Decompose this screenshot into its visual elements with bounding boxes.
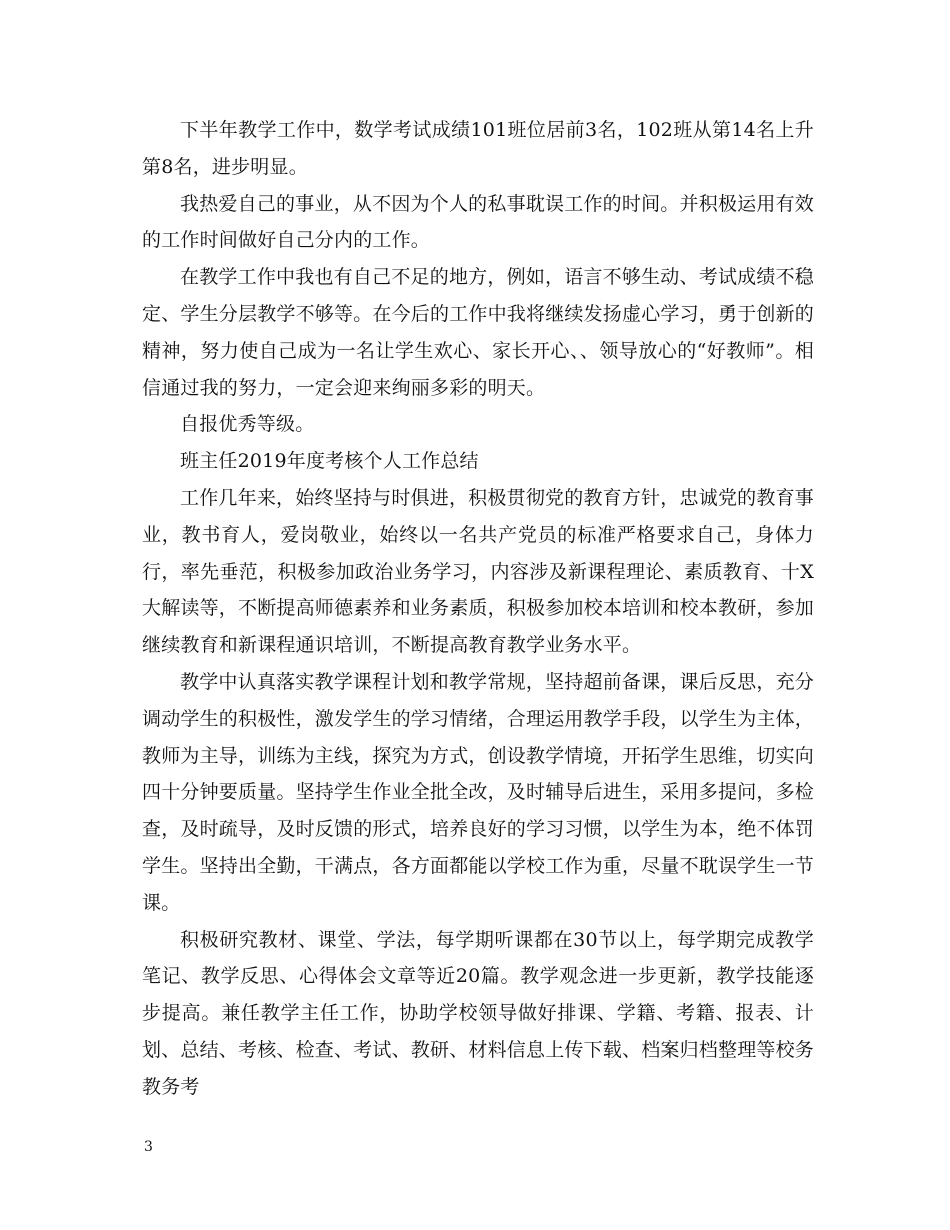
paragraph-shortcomings: 在教学工作中我也有自己不足的地方，例如，语言不够生动、考试成绩不稳定、学生分层教学不够等。在今后的工作中我将继续发扬虚心学习，勇于创新的精神，努力使自己成为一名让学生欢心、家长开心、、领导放心的“好教师”。相信通过我的努力，一定会迎来绚丽多彩的明天。	[142, 266, 815, 399]
paragraph-teaching-routine: 教学中认真落实教学课程计划和教学常规，坚持超前备课，课后反思，充分调动学生的积极性，激发学生的学习情绪，合理运用教学手段，以学生为主体，教师为主导，训练为主线，探究为方式，创设教学情境，开拓学生思维，切实向四十分钟要质量。坚持学生作业全批全改，及时辅导后进生，采用多提问，多检查，及时疏导，及时反馈的形式，培养良好的学习习惯，以学生为本，绝不体罚学生。坚持出全勤，干满点，各方面都能以学校工作为重，尽量不耽误学生一节课。	[142, 670, 815, 914]
page-number: 3	[144, 1139, 153, 1155]
paragraph-work-years: 工作几年来，始终坚持与时俱进，积极贯彻党的教育方针，忠诚党的教育事业，教书育人，爱岗敬业，始终以一名共产党员的标准严格要求自己，身体力行，率先垂范，积极参加政治业务学习，内容涉及新课程理论、素质教育、十Ⅹ大解读等，不断提高师德素养和业务素质，积极参加校本培训和校本教研，参加继续教育和新课程通识培训，不断提高教育教学业务水平。	[142, 486, 815, 657]
paragraph-math-results: 下半年教学工作中，数学考试成绩101班位居前3名，102班从第14名上升第8名，进步明显。	[142, 119, 814, 178]
document-body	[142, 112, 814, 1106]
section-heading: 班主任2019年度考核个人工作总结	[180, 450, 479, 473]
paragraph-research: 积极研究教材、课堂、学法，每学期听课都在30节以上，每学期完成教学笔记、教学反思、心得体会文章等近20篇。教学观念进一步更新，教学技能逐步提高。兼任教学主任工作，协助学校领导做好排课、学籍、考籍、报表、计划、总结、考核、检查、考试、教研、材料信息上传下载、档案归档整理等校务教务考	[142, 928, 815, 1098]
paragraph-self-rating: 自报优秀等级。	[180, 413, 315, 436]
paragraph-love-career: 我热爱自己的事业，从不因为个人的私事耽误工作的时间。并积极运用有效的工作时间做好自己分内的工作。	[142, 192, 814, 252]
